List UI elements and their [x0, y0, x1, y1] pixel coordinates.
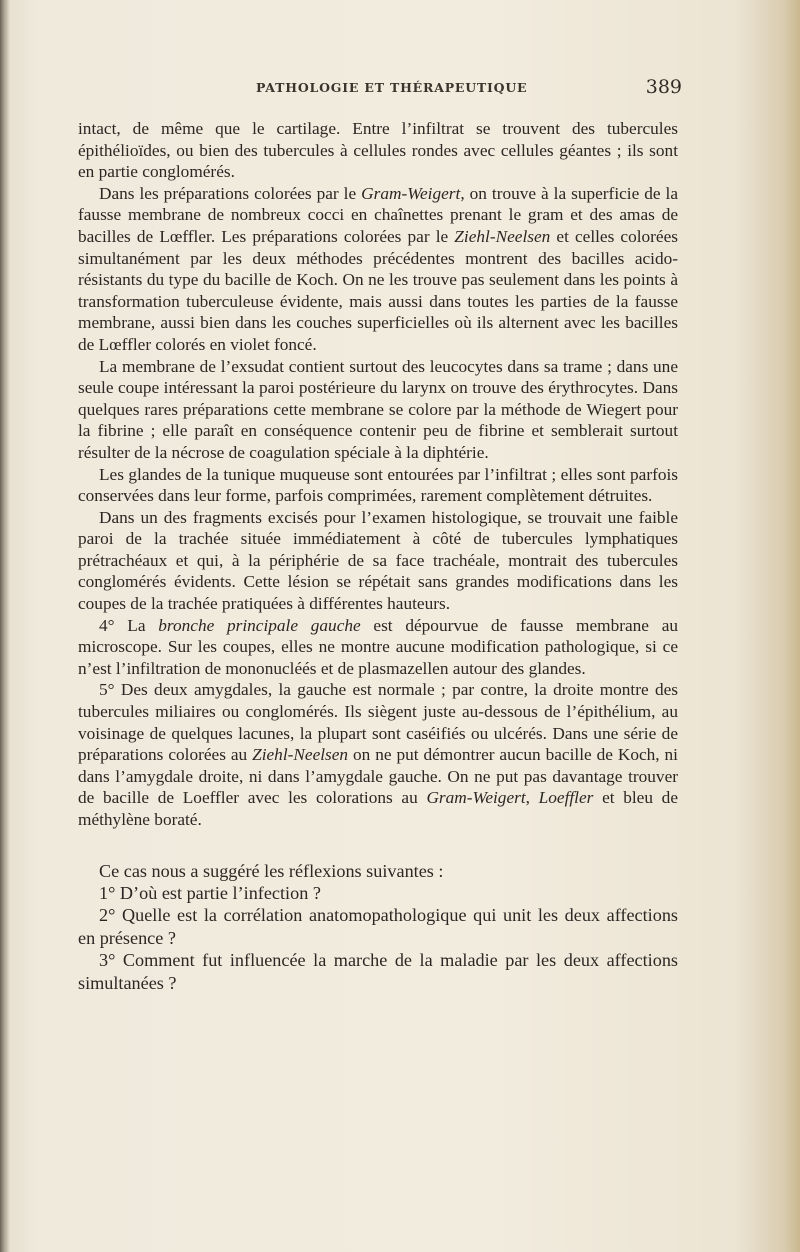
italic-term: bronche principale gauche — [158, 615, 361, 635]
questions-intro: Ce cas nous a suggéré les réflexions suivantes : — [99, 860, 444, 881]
question-item: 2° Quelle est la corrélation anatomopathologique qui unit les deux affections en présence ? — [78, 905, 678, 948]
text-run: Dans les préparations colorées par le — [99, 183, 362, 203]
paragraph — [78, 118, 678, 183]
paragraph — [78, 507, 678, 615]
text-run: 5° Des deux amygdales, la gauche est normale ; par contre, la droite montre des tubercules miliaires ou conglomérés. Ils siègent juste au-dessous de l’épithélium, au voisinage de quelques lacunes, la plupart sont caséifiés ou ulcérés. Dans une série de préparations colorées au — [78, 680, 678, 765]
text-run: , on trouve à la superficie de la fausse membrane de nombreux cocci en chaînettes prenant le gram et des amas de bacilles de Lœffler. Les préparations colorées par le — [78, 183, 679, 246]
text-run: , — [525, 788, 539, 808]
question-item: 1° D’où est partie l’infection ? — [99, 883, 321, 903]
italic-term: Ziehl-Neelsen — [454, 226, 551, 246]
text-run: est dépourvue de fausse membrane au microscope. Sur les coupes, elles ne montre aucune modification pathologique, si ce n’est l’infiltration de mononucléés et de plasmazellen autour des glandes. — [78, 615, 678, 678]
text-run: et bleu de méthylène boraté. — [78, 788, 678, 829]
text-run: intact, de même que le cartilage. Entre l’infiltrat se trouvent des tubercules épithélioïdes, ou bien des tubercules à cellules rondes avec cellules géantes ; ils sont en partie conglomérés. — [78, 119, 678, 182]
running-title: PATHOLOGIE ET THÉRAPEUTIQUE — [256, 80, 528, 95]
italic-term: Gram-Weigert — [361, 183, 461, 203]
italic-term: Gram-Weigert — [426, 788, 526, 808]
text-run: 4° La — [99, 615, 159, 635]
body-text — [78, 118, 678, 994]
paragraph — [78, 183, 678, 356]
page-header — [78, 76, 682, 100]
page-number: 389 — [645, 76, 682, 98]
text-run: Les glandes de la tunique muqueuse sont entourées par l’infiltrat ; elles sont parfois conservées dans leur forme, parfois comprimées, rarement complètement détruites. — [78, 464, 678, 506]
paragraph — [78, 464, 678, 507]
paragraph — [78, 356, 678, 464]
paragraph — [78, 679, 678, 830]
italic-term: Loeffler — [538, 788, 594, 808]
text-run: on ne put démontrer aucun bacille de Koch, ni dans l’amygdale droite, ni dans l’amygdale gauche. On ne put pas davantage trouver de bacille de Loeffler avec les colorations au — [78, 745, 678, 808]
question-item: 3° Comment fut influencée la marche de la maladie par les deux affections simultanées ? — [78, 950, 678, 993]
italic-term: Ziehl-Neelsen — [252, 745, 349, 765]
text-run: La membrane de l’exsudat contient surtout des leucocytes dans sa trame ; dans une seule coupe intéressant la paroi postérieure du larynx on trouve des érythrocytes. Dans quelques rares préparations cette membrane se colore par la méthode de Wiegert pour la fibrine ; elle paraît en conséquence contenir peu de fibrine et semblerait surtout résulter de la nécrose de coagulation spéciale à la diphtérie. — [78, 356, 678, 462]
paragraph — [78, 615, 678, 680]
text-run: Dans un des fragments excisés pour l’examen histologique, se trouvait une faible paroi de la trachée située immédiatement à côté de tubercules lymphatiques prétrachéaux et qui, à la périphérie de sa face trachéale, montrait des tubercules conglomérés évidents. Cette lésion se répétait sans grandes modifications dans les coupes de la trachée pratiquées à différentes hauteurs. — [78, 507, 678, 614]
text-run: et celles colorées simultanément par les deux méthodes précédentes montrent des bacilles acido-résistants du type du bacille de Koch. On ne les trouve pas seulement dans les points à transformation tuberculeuse évidente, mais aussi dans toutes les parties de la fausse membrane, aussi bien dans les couches superficielles où ils alternent avec les bacilles de Lœffler colorés en violet foncé. — [78, 226, 678, 354]
